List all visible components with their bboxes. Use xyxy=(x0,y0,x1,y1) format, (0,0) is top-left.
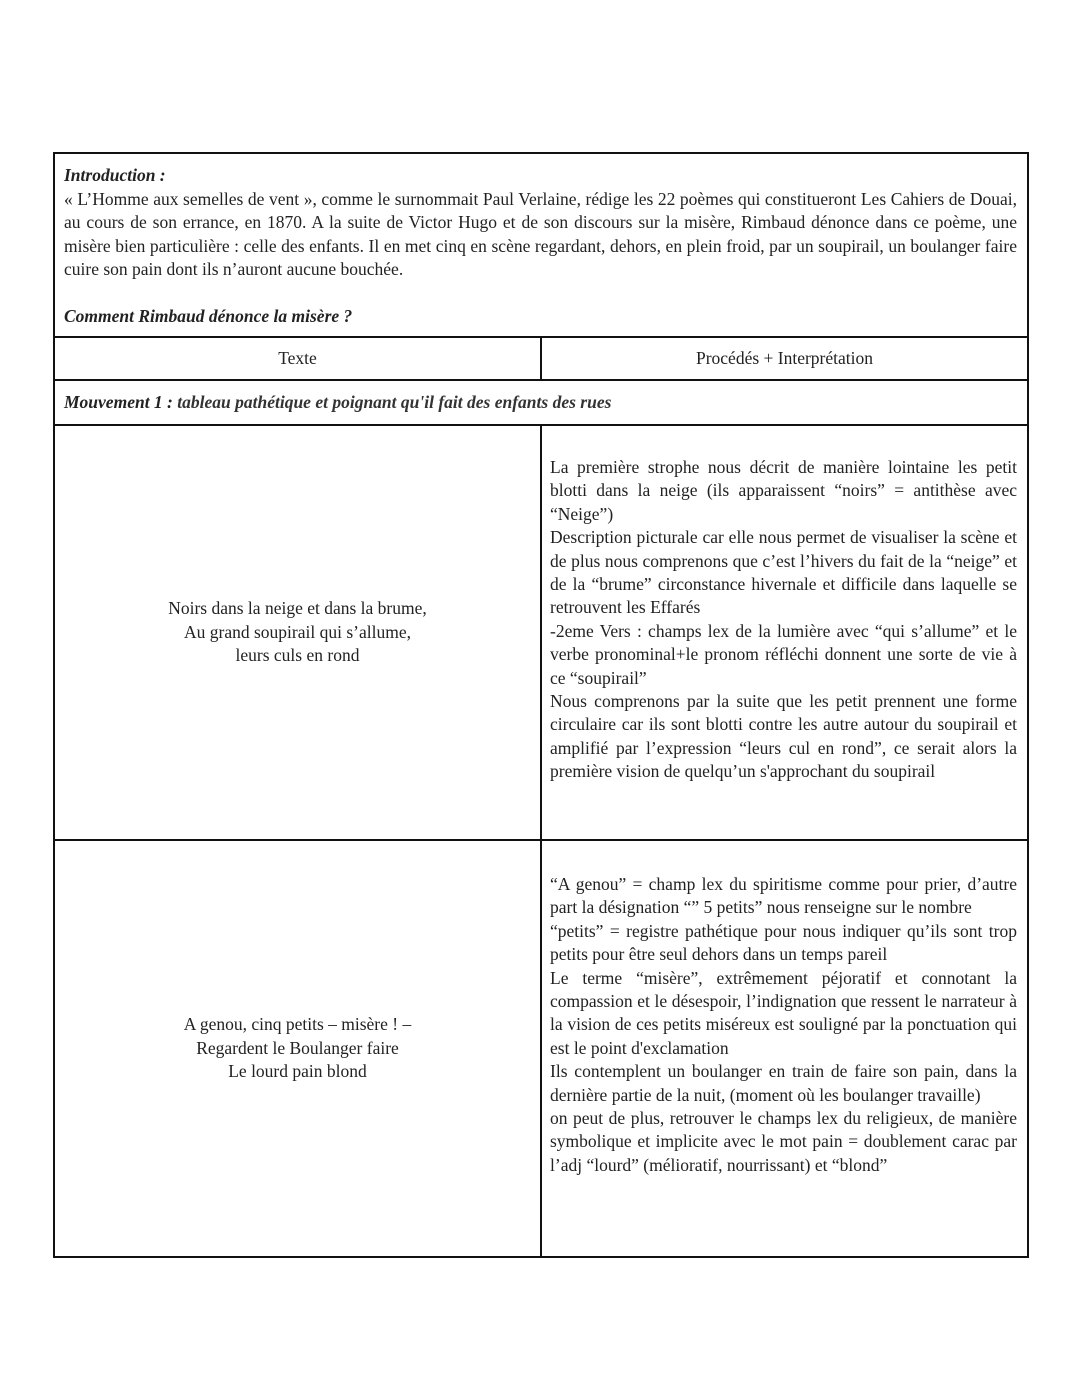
analysis-paragraph: “A genou” = champ lex du spiritisme comme pour prier, d’autre part la désignation “” 5 petits” nous renseigne sur le nombre xyxy=(550,874,1017,918)
header-analysis-column: Procédés + Interprétation xyxy=(695,348,874,368)
problematic-question: Comment Rimbaud dénonce la misère ? xyxy=(64,305,353,326)
document-table xyxy=(53,152,1029,1258)
table-row xyxy=(55,426,1027,841)
movement-title: Mouvement 1 : xyxy=(64,392,173,412)
analysis-paragraph: La première strophe nous décrit de manière lointaine les petit blotti dans la neige (ils apparaissent “noirs” = antithèse avec “Neige”) xyxy=(550,457,1017,524)
introduction-section xyxy=(55,154,1027,338)
verse-cell xyxy=(55,426,542,839)
analysis-paragraph: Ils contemplent un boulanger en train de faire son pain, dans la dernière partie de la nuit, (moment où les boulanger travaille) xyxy=(550,1061,1017,1105)
introduction-text: « L’Homme aux semelles de vent », comme le surnommait Paul Verlaine, rédige les 22 poèmes qui constitueront Les Cahiers de Douai, au cours de son errance, en 1870. A la suite de Victor Hugo et de son discours sur la misère, Rimbaud dénonce dans ce poème, une misère bien particulière : celle des enfants. Il en met cinq en scène regardant, dehors, en plein froid, par un soupirail, un boulanger faire cuire son pain dont ils n’auront aucune bouchée. xyxy=(64,188,1017,279)
verse-line: Au grand soupirail qui s’allume, xyxy=(184,621,411,642)
movement-description: tableau pathétique et poignant qu'il fait des enfants des rues xyxy=(177,392,612,412)
verse-cell xyxy=(55,841,542,1256)
verse-line: Le lourd pain blond xyxy=(228,1061,367,1082)
verse-line: Regardent le Boulanger faire xyxy=(196,1037,399,1058)
analysis-paragraph: Nous comprenons par la suite que les petit prennent une forme circulaire car ils sont blotti contre les autre autour du soupirail et amplifié par l’expression “leurs cul en rond”, ce serait alors la première vision de quelqu’un s'approchant du soupirail xyxy=(550,691,1017,782)
analysis-paragraph: Le terme “misère”, extrêmement péjoratif et connotant la compassion et le désespoir, l’indignation que ressent le narrateur à la vision de ces petits miséreux est souligné par la ponctuation qui est le point d'exclamation xyxy=(550,967,1017,1058)
table-row xyxy=(55,841,1027,1256)
verse-line: Noirs dans la neige et dans la brume, xyxy=(168,598,427,619)
introduction-label: Introduction : xyxy=(64,165,166,185)
analysis-cell xyxy=(542,841,1027,1256)
analysis-paragraph: on peut de plus, retrouver le champs lex du religieux, de manière symbolique et implicite avec le mot pain = doublement carac par l’adj “lourd” (mélioratif, nourrissant) et “blond” xyxy=(550,1108,1017,1175)
analysis-paragraph: Description picturale car elle nous permet de visualiser la scène et de plus nous comprenons que c’est l’hivers du fait de la “neige” et de la “brume” circonstance hivernale et difficile dans laquelle se retrouvent les Effarés xyxy=(550,527,1017,618)
analysis-paragraph: -2eme Vers : champs lex de la lumière avec “qui s’allume” et le verbe pronominal+le pronom réfléchi donnent une sorte de vie à ce “soupirail” xyxy=(550,620,1017,688)
movement-heading-row xyxy=(55,381,1027,426)
table-header-row xyxy=(55,338,1027,381)
verse-line: A genou, cinq petits – misère ! – xyxy=(183,1014,412,1035)
verse-line: leurs culs en rond xyxy=(235,645,360,666)
analysis-paragraph: “petits” = registre pathétique pour nous indiquer qu’ils sont trop petits pour être seul dehors dans un temps pareil xyxy=(550,920,1017,965)
header-text-column: Texte xyxy=(55,338,542,379)
analysis-cell xyxy=(542,426,1027,839)
